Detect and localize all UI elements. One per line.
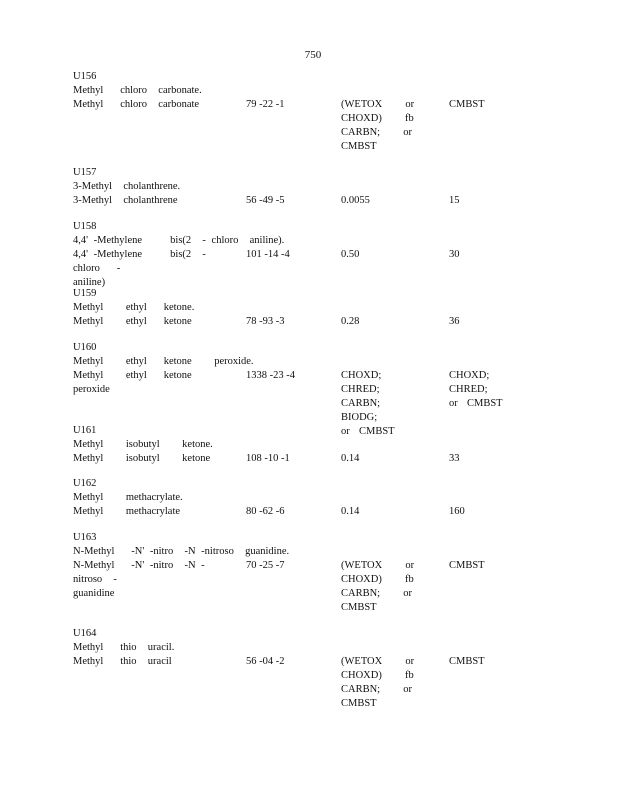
waste-code: U158 xyxy=(73,221,97,232)
waste-entry xyxy=(73,287,553,329)
wastewater-standard: 0.50 xyxy=(341,249,360,260)
cas-number: 1338 -23 -4 xyxy=(246,370,295,381)
cas-number: 78 -93 -3 xyxy=(246,316,285,327)
standards-row xyxy=(73,559,553,613)
wastewater-standard: 0.14 xyxy=(341,453,360,464)
wastewater-standard: (WETOX or CHOXD) fb CARBN; or CMBST xyxy=(341,560,415,613)
nonwastewater-standard: CMBST xyxy=(449,99,485,110)
waste-entry xyxy=(73,531,553,613)
nonwastewater-standard: 33 xyxy=(449,453,460,464)
standards-row xyxy=(73,315,553,329)
standards-row xyxy=(73,248,553,288)
waste-code: U157 xyxy=(73,167,97,178)
constituent-title: Methyl ethyl ketone peroxide. xyxy=(73,356,254,367)
cas-number: 56 -49 -5 xyxy=(246,195,285,206)
nonwastewater-standard: 36 xyxy=(449,316,460,327)
waste-entry xyxy=(73,220,553,288)
constituent-name: 3-Methyl cholanthrene xyxy=(73,195,178,206)
wastewater-standard: CHOXD; CHRED; CARBN; BIODG; or CMBST xyxy=(341,370,395,437)
waste-code: U160 xyxy=(73,342,97,353)
cas-number: 101 -14 -4 xyxy=(246,249,290,260)
wastewater-standard: (WETOX or CHOXD) fb CARBN; or CMBST xyxy=(341,99,415,152)
waste-code: U156 xyxy=(73,71,97,82)
cas-number: 108 -10 -1 xyxy=(246,453,290,464)
constituent-title: 3-Methyl cholanthrene. xyxy=(73,181,181,192)
standards-row xyxy=(73,655,553,709)
constituent-title: 4,4' -Methylene bis(2 - chloro aniline). xyxy=(73,235,285,246)
standards-row xyxy=(73,194,553,208)
nonwastewater-standard: 160 xyxy=(449,506,465,517)
constituent-name: Methyl chloro carbonate xyxy=(73,99,200,110)
constituent-name: Methyl ethyl ketone xyxy=(73,316,192,327)
standards-row xyxy=(73,98,553,152)
cas-number: 70 -25 -7 xyxy=(246,560,285,571)
constituent-title: N-Methyl -N' -nitro -N -nitroso guanidine. xyxy=(73,546,290,557)
waste-entry xyxy=(73,424,553,466)
nonwastewater-standard: CMBST xyxy=(449,560,485,571)
constituent-name: Methyl thio uracil xyxy=(73,656,172,667)
wastewater-standard: 0.14 xyxy=(341,506,360,517)
cas-number: 80 -62 -6 xyxy=(246,506,285,517)
waste-code: U163 xyxy=(73,532,97,543)
waste-code: U161 xyxy=(73,425,97,436)
waste-entry xyxy=(73,627,553,709)
constituent-name: 4,4' -Methylene bis(2 - chloro - aniline) xyxy=(73,249,206,288)
wastewater-standard: 0.28 xyxy=(341,316,360,327)
constituent-title: Methyl ethyl ketone. xyxy=(73,302,195,313)
cas-number: 79 -22 -1 xyxy=(246,99,285,110)
constituent-title: Methyl chloro carbonate. xyxy=(73,85,202,96)
standards-row xyxy=(73,505,553,519)
nonwastewater-standard: CHOXD; CHRED; or CMBST xyxy=(449,370,503,409)
wastewater-standard: (WETOX or CHOXD) fb CARBN; or CMBST xyxy=(341,656,415,709)
waste-entry xyxy=(73,166,553,208)
constituent-name: Methyl methacrylate xyxy=(73,506,181,517)
standards-row xyxy=(73,452,553,466)
cas-number: 56 -04 -2 xyxy=(246,656,285,667)
wastewater-standard: 0.0055 xyxy=(341,195,370,206)
nonwastewater-standard: 15 xyxy=(449,195,460,206)
constituent-name: N-Methyl -N' -nitro -N -nitroso - guanidine xyxy=(73,560,205,599)
waste-entry xyxy=(73,70,553,152)
nonwastewater-standard: 30 xyxy=(449,249,460,260)
nonwastewater-standard: CMBST xyxy=(449,656,485,667)
waste-code: U159 xyxy=(73,288,97,299)
constituent-name: Methyl isobutyl ketone xyxy=(73,453,211,464)
page-number: 750 xyxy=(304,49,322,61)
constituent-title: Methyl methacrylate. xyxy=(73,492,183,503)
constituent-name: Methyl ethyl ketone peroxide xyxy=(73,370,215,395)
waste-entry xyxy=(73,477,553,519)
constituent-title: Methyl thio uracil. xyxy=(73,642,175,653)
constituent-title: Methyl isobutyl ketone. xyxy=(73,439,213,450)
waste-code: U164 xyxy=(73,628,97,639)
waste-code: U162 xyxy=(73,478,97,489)
